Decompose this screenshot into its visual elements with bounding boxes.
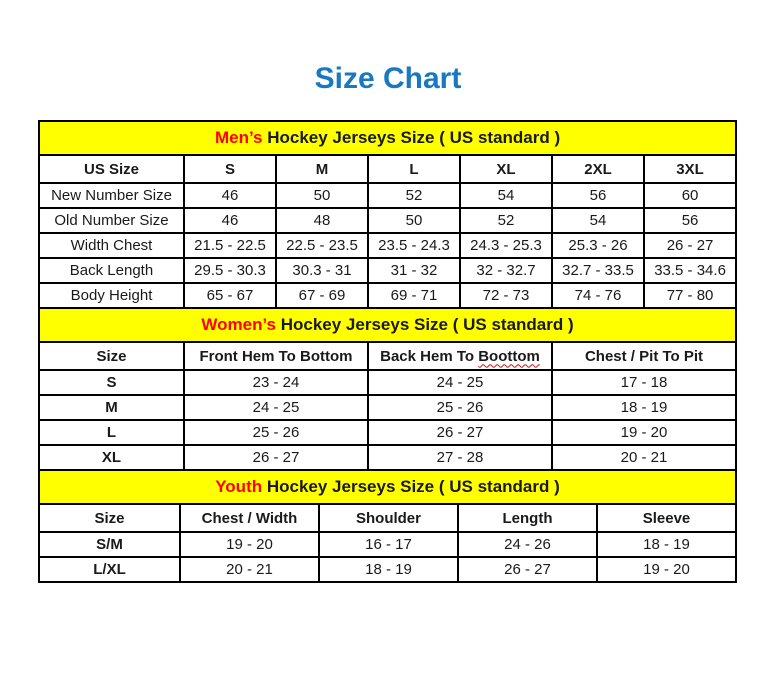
table-row — [39, 445, 736, 470]
page-title: Size Chart — [314, 62, 462, 95]
value-cell: 22.5 - 23.5 — [276, 233, 368, 258]
womens-header-row — [39, 342, 736, 370]
column-header: Size — [39, 342, 184, 370]
mens-size-table — [38, 120, 737, 309]
value-cell: 67 - 69 — [276, 283, 368, 308]
value-cell: 17 - 18 — [552, 370, 736, 395]
table-row — [39, 370, 736, 395]
row-label: M — [39, 395, 184, 420]
value-cell: 20 - 21 — [180, 557, 319, 582]
value-cell: 77 - 80 — [644, 283, 736, 308]
value-cell: 30.3 - 31 — [276, 258, 368, 283]
size-chart-tables — [38, 120, 735, 583]
row-label: S/M — [39, 532, 180, 557]
column-header: XL — [460, 155, 552, 183]
value-cell: 26 - 27 — [368, 420, 552, 445]
value-cell: 52 — [368, 183, 460, 208]
value-cell: 32.7 - 33.5 — [552, 258, 644, 283]
value-cell: 24.3 - 25.3 — [460, 233, 552, 258]
value-cell: 25.3 - 26 — [552, 233, 644, 258]
value-cell: 26 - 27 — [458, 557, 597, 582]
value-cell: 19 - 20 — [597, 557, 736, 582]
row-label: L — [39, 420, 184, 445]
column-header: 3XL — [644, 155, 736, 183]
value-cell: 26 - 27 — [644, 233, 736, 258]
column-header: Shoulder — [319, 504, 458, 532]
value-cell: 18 - 19 — [552, 395, 736, 420]
value-cell: 54 — [460, 183, 552, 208]
value-cell: 27 - 28 — [368, 445, 552, 470]
table-row — [39, 532, 736, 557]
column-header: Front Hem To Bottom — [184, 342, 368, 370]
value-cell: 54 — [552, 208, 644, 233]
value-cell: 25 - 26 — [368, 395, 552, 420]
column-header: Length — [458, 504, 597, 532]
column-header: L — [368, 155, 460, 183]
row-label: Body Height — [39, 283, 184, 308]
value-cell: 52 — [460, 208, 552, 233]
table-row — [39, 395, 736, 420]
row-label: Back Length — [39, 258, 184, 283]
value-cell: 50 — [368, 208, 460, 233]
column-header: Chest / Width — [180, 504, 319, 532]
row-label: Width Chest — [39, 233, 184, 258]
youth-band-highlight: Youth — [215, 477, 263, 496]
table-row — [39, 557, 736, 582]
mens-header-row — [39, 155, 736, 183]
youth-size-table — [38, 469, 737, 583]
value-cell: 19 - 20 — [180, 532, 319, 557]
value-cell: 21.5 - 22.5 — [184, 233, 276, 258]
row-label: New Number Size — [39, 183, 184, 208]
row-label: S — [39, 370, 184, 395]
value-cell: 46 — [184, 183, 276, 208]
value-cell: 56 — [644, 208, 736, 233]
row-label: Old Number Size — [39, 208, 184, 233]
value-cell: 18 - 19 — [319, 557, 458, 582]
value-cell: 33.5 - 34.6 — [644, 258, 736, 283]
table-row — [39, 420, 736, 445]
value-cell: 24 - 25 — [368, 370, 552, 395]
value-cell: 60 — [644, 183, 736, 208]
misspelled-word: Boottom — [478, 347, 540, 365]
column-header: Back Hem To Boottom — [368, 342, 552, 370]
value-cell: 72 - 73 — [460, 283, 552, 308]
womens-band-highlight: Women’s — [201, 315, 276, 334]
column-header: Sleeve — [597, 504, 736, 532]
value-cell: 18 - 19 — [597, 532, 736, 557]
value-cell: 69 - 71 — [368, 283, 460, 308]
row-label: XL — [39, 445, 184, 470]
value-cell: 31 - 32 — [368, 258, 460, 283]
value-cell: 32 - 32.7 — [460, 258, 552, 283]
table-row — [39, 208, 736, 233]
mens-band-highlight: Men’s — [214, 128, 263, 147]
value-cell: 24 - 26 — [458, 532, 597, 557]
table-row — [39, 183, 736, 208]
womens-band-row — [39, 308, 736, 342]
mens-band-row — [39, 121, 736, 155]
value-cell: 26 - 27 — [184, 445, 368, 470]
value-cell: 20 - 21 — [552, 445, 736, 470]
value-cell: 24 - 25 — [184, 395, 368, 420]
womens-band-title: Women’s Hockey Jerseys Size ( US standard ) — [39, 308, 736, 342]
mens-band-title: Men’s Hockey Jerseys Size ( US standard ) — [39, 121, 736, 155]
value-cell: 19 - 20 — [552, 420, 736, 445]
youth-header-row — [39, 504, 736, 532]
column-header: M — [276, 155, 368, 183]
table-row — [39, 233, 736, 258]
column-header: 2XL — [552, 155, 644, 183]
value-cell: 50 — [276, 183, 368, 208]
value-cell: 23.5 - 24.3 — [368, 233, 460, 258]
value-cell: 65 - 67 — [184, 283, 276, 308]
value-cell: 16 - 17 — [319, 532, 458, 557]
value-cell: 74 - 76 — [552, 283, 644, 308]
youth-band-title: Youth Hockey Jerseys Size ( US standard ) — [39, 470, 736, 504]
column-header: S — [184, 155, 276, 183]
column-header: Size — [39, 504, 180, 532]
table-row — [39, 283, 736, 308]
youth-band-row — [39, 470, 736, 504]
value-cell: 46 — [184, 208, 276, 233]
womens-size-table — [38, 307, 737, 471]
column-header: US Size — [39, 155, 184, 183]
value-cell: 23 - 24 — [184, 370, 368, 395]
row-label: L/XL — [39, 557, 180, 582]
table-row — [39, 258, 736, 283]
value-cell: 56 — [552, 183, 644, 208]
value-cell: 29.5 - 30.3 — [184, 258, 276, 283]
value-cell: 48 — [276, 208, 368, 233]
column-header: Chest / Pit To Pit — [552, 342, 736, 370]
value-cell: 25 - 26 — [184, 420, 368, 445]
